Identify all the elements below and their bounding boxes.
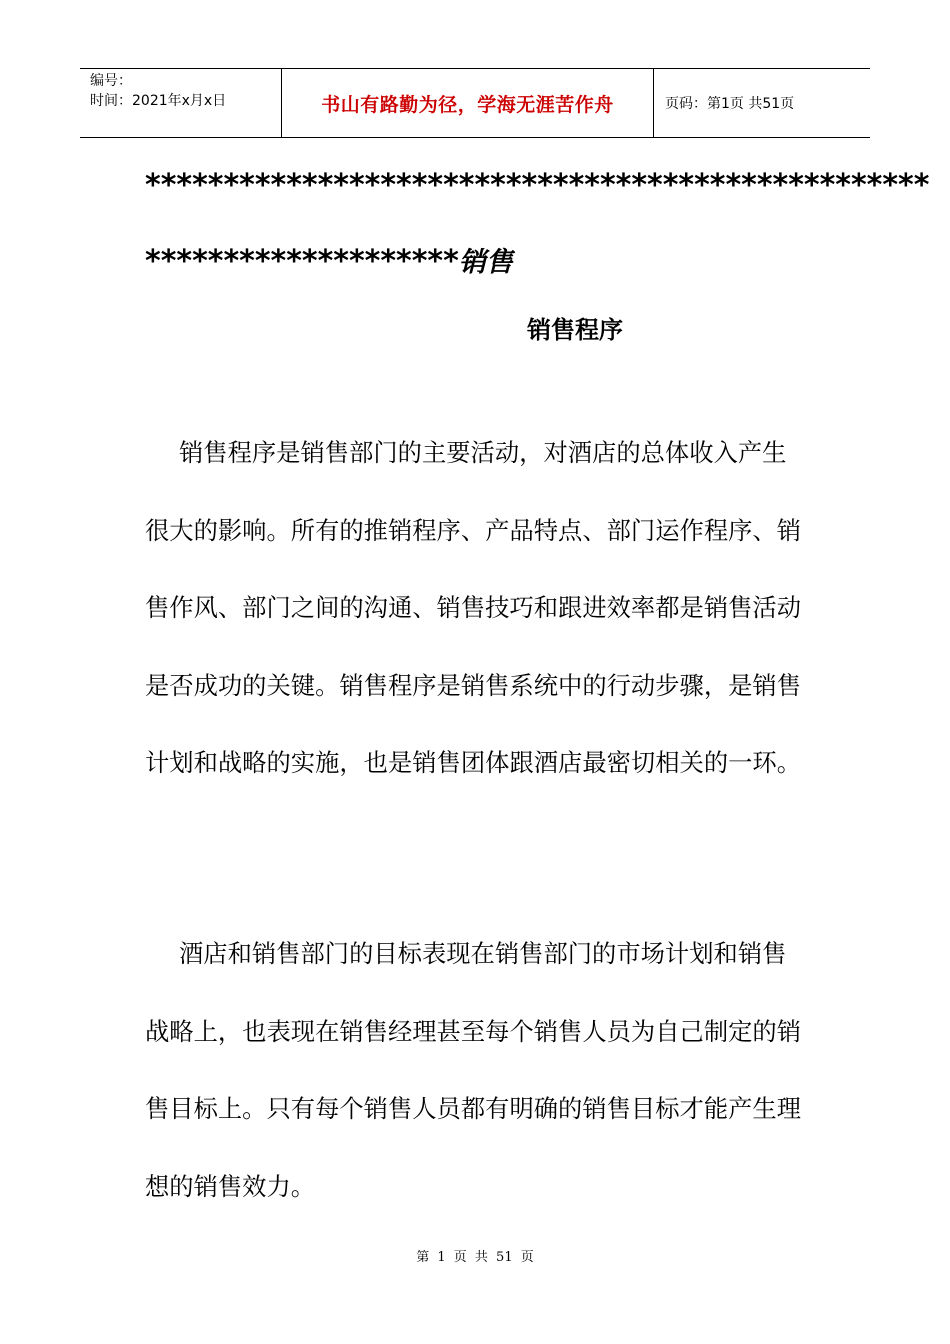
- section-keyword: 销售: [458, 247, 513, 278]
- document-date: 时间：2021年x月x日: [90, 93, 227, 109]
- asterisk-run: ********************: [145, 244, 459, 279]
- body-paragraph-1: 销售程序是销售部门的主要活动，对酒店的总体收入产生很大的影响。所有的推销程序、产品特点、部门运作程序、销售作风、部门之间的沟通、销售技巧和跟进效率都是销售活动是否成功的关键。销售程序是销售系统中的行动步骤，是销售计划和战略的实施，也是销售团体跟酒店最密切相关的一环。: [145, 438, 802, 777]
- document-title: 销售程序: [527, 316, 623, 344]
- page-footer: 第 1 页 共 51 页: [416, 1250, 534, 1265]
- asterisk-separator-line-2: [145, 240, 513, 279]
- document-number-label: 编号：: [90, 73, 132, 89]
- document-header: [80, 68, 870, 138]
- header-meta: [80, 69, 281, 137]
- header-motto: 书山有路勤为径，学海无涯苦作舟: [281, 69, 654, 137]
- body-paragraph-2: 酒店和销售部门的目标表现在销售部门的市场计划和销售战略上，也表现在销售经理甚至每个销售人员为自己制定的销售目标上。只有每个销售人员都有明确的销售目标才能产生理想的销售效力。: [145, 939, 802, 1201]
- header-page-info: 页码：第1页 共51页: [665, 96, 795, 112]
- asterisk-separator-line-1: **************************************************: [145, 168, 930, 203]
